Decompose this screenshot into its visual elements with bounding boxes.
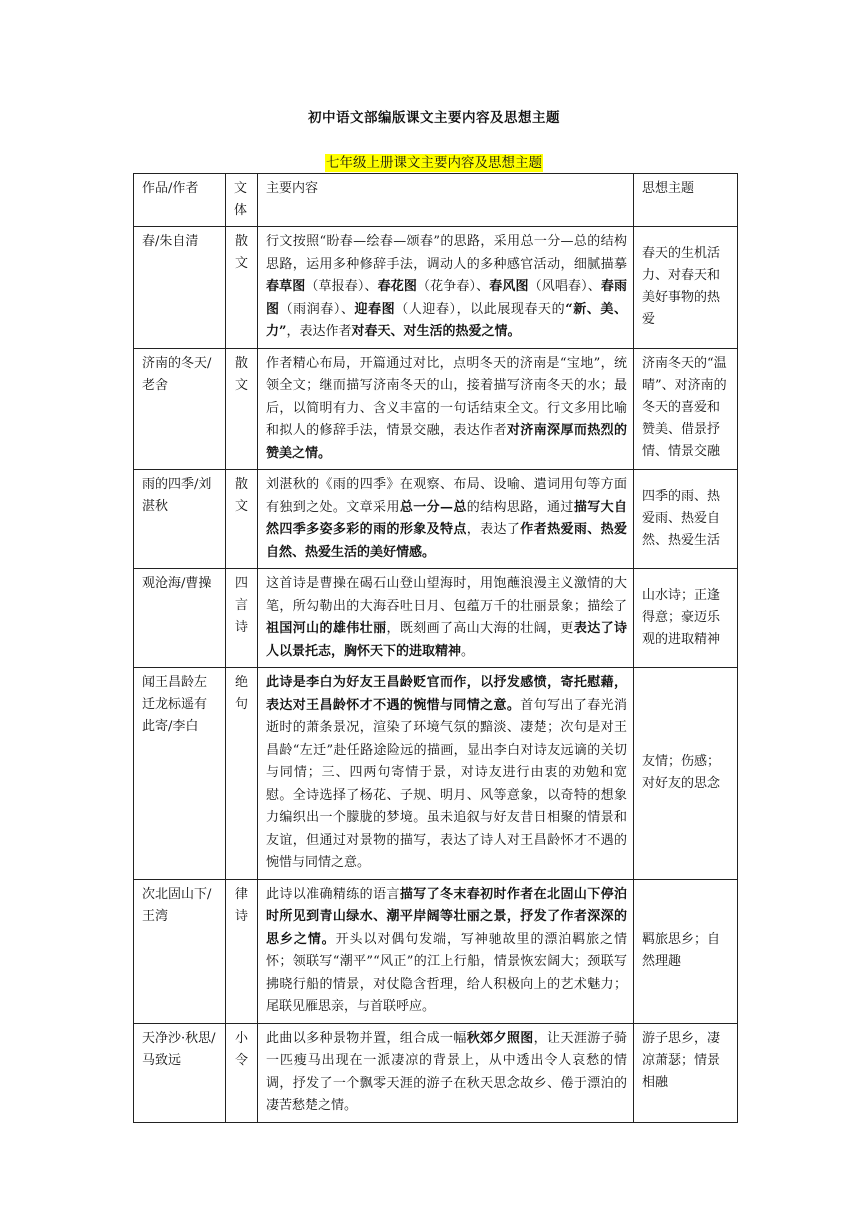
genre-cell: 散文 xyxy=(226,227,258,349)
emphasis-text: 总一分—总 xyxy=(399,499,467,515)
content-text: ，表达作者 xyxy=(286,324,352,339)
content-cell xyxy=(258,470,634,569)
genre-cell: 散文 xyxy=(226,348,258,470)
content-text: 的结构思路，通过 xyxy=(466,499,574,515)
emphasis-text: 表达了诗人以景托志，胸怀天下的进取精神 xyxy=(266,621,627,659)
content-text: （雨润春）、 xyxy=(279,301,355,317)
content-cell xyxy=(258,348,634,470)
header-work: 作品/作者 xyxy=(134,174,226,227)
genre-cell: 散文 xyxy=(226,470,258,569)
header-content: 主要内容 xyxy=(258,174,634,227)
content-cell xyxy=(258,668,634,880)
theme-cell: 春天的生机活力、对春天和美好事物的热爱 xyxy=(634,227,738,349)
work-author-cell: 观沧海/曹操 xyxy=(134,569,226,668)
theme-cell: 羁旅思乡；自然理趣 xyxy=(634,879,738,1023)
work-author-cell: 闻王昌龄左迁龙标遥有此寄/李白 xyxy=(134,668,226,880)
content-text: 作者精心布局，开篇通过对比，点明冬天的济南是“宝地”，统领全文；继而描写济南冬天的山，接着描写济南冬天的水；最后，以简明有力、含义丰富的一句话结束全文。行文多用比喻和拟人的修辞手法，情景交融，表达作者 xyxy=(266,355,627,438)
genre-cell: 律诗 xyxy=(226,879,258,1023)
work-author-cell: 济南的冬天/老舍 xyxy=(134,348,226,470)
emphasis-text: 秋郊夕照图 xyxy=(466,1030,534,1046)
content-cell xyxy=(258,227,634,349)
work-author-cell: 天净沙·秋思/马致远 xyxy=(134,1023,226,1122)
emphasis-text: 春花图 xyxy=(377,279,417,294)
content-text: 行文按照“盼春—绘春—颂春”的思路，采用总一分—总的结构思路，运用多种修辞手法，调动人的多种感官活动，细腻描摹 xyxy=(266,234,627,272)
emphasis-text: 描写大自然四季多姿多彩的雨的形象及特点 xyxy=(266,499,627,537)
content-text: 。 xyxy=(461,643,475,659)
emphasis-text: 迎春图 xyxy=(354,301,396,317)
content-text: （草报春）、 xyxy=(305,279,378,294)
content-text: ，表达了 xyxy=(466,522,521,537)
table-row xyxy=(134,348,738,470)
section-title: 七年级上册课文主要内容及思想主题 xyxy=(326,155,542,171)
work-author-cell: 雨的四季/刘湛秋 xyxy=(134,470,226,569)
emphasis-text: 祖国河山的雄伟壮丽 xyxy=(266,621,387,636)
content-table xyxy=(133,173,738,1123)
table-row xyxy=(134,227,738,349)
emphasis-text: 春雨图 xyxy=(266,279,627,317)
genre-cell: 小令 xyxy=(226,1023,258,1122)
content-cell xyxy=(258,569,634,668)
emphasis-text: 作者热爱雨、热爱自然、热爱生活的美好情感。 xyxy=(266,522,627,560)
header-genre: 文体 xyxy=(226,174,258,227)
theme-cell: 济南冬天的“温晴”、对济南的冬天的喜爱和赞美、借景抒情、情景交融 xyxy=(634,348,738,470)
content-text: ，既刻画了高山大海的壮阔，更 xyxy=(386,621,574,636)
emphasis-text: 对春天、对生活的热爱之情。 xyxy=(351,324,521,339)
theme-cell: 友情；伤感；对好友的思念 xyxy=(634,668,738,880)
theme-cell: 山水诗；正逢得意；豪迈乐观的进取精神 xyxy=(634,569,738,668)
content-cell xyxy=(258,879,634,1023)
table-row xyxy=(134,470,738,569)
emphasis-text: 春风图 xyxy=(489,279,529,294)
content-text: 此曲以多种景物并置，组合成一幅 xyxy=(266,1030,467,1046)
content-text: 首句写出了春光消逝时的萧条景况，渲染了环境气氛的黯淡、凄楚；次句是对王昌龄“左迁”赴任路途险远的描画，显出李白对诗友远谪的关切与同情；三、四两句寄情于景，对诗友进行由衷的劝勉和宽慰。全诗选择了杨花、子规、明月、风等意象，以奇特的想象力编织出一个朦胧的梦境。虽未追叙与好友昔日相聚的情景和友谊，但通过对景物的描写，表达了诗人对王昌龄怀才不遇的惋惜与同情之意。 xyxy=(266,697,627,870)
content-text: （花争春）、 xyxy=(416,279,490,294)
content-text: （人迎春），以此展现春天的 xyxy=(395,301,566,317)
genre-cell: 四言诗 xyxy=(226,569,258,668)
content-text: 此诗以准确精练的语言 xyxy=(266,886,400,902)
emphasis-text: “新、美、力” xyxy=(266,301,627,339)
theme-cell: 游子思乡，凄凉萧瑟；情景相融 xyxy=(634,1023,738,1122)
emphasis-text: 描写了冬末春初时作者在北固山下停泊时所见到青山绿水、潮平岸阔等壮丽之景，抒发了作者深深的思乡之情。 xyxy=(266,886,627,947)
work-author-cell: 次北固山下/王湾 xyxy=(134,879,226,1023)
table-row xyxy=(134,879,738,1023)
theme-cell: 四季的雨、热爱雨、热爱自然、热爱生活 xyxy=(634,470,738,569)
emphasis-text: 此诗是李白为好友王昌龄贬官而作，以抒发感愤，寄托慰藉，表达对王昌龄怀才不遇的惋惜与同情之意。 xyxy=(266,675,627,713)
table-row xyxy=(134,1023,738,1122)
table-header-row xyxy=(134,174,738,227)
content-text: 开头以对偶句发端，写神驰故里的漂泊羁旅之情怀；领联写“潮平”“风正”的江上行船，情景恢宏阔大；颈联写拂晓行船的情景，对仗隐含哲理，给人积极向上的艺术魅力；尾联见雁思亲，与首联呼应。 xyxy=(266,931,627,1014)
document-title: 初中语文部编版课文主要内容及思想主题 xyxy=(308,110,560,126)
content-text: （风唱春）、 xyxy=(528,279,601,294)
content-text: ，让天涯游子骑一匹瘦马出现在一派凄凉的背景上，从中透出令人哀愁的情调，抒发了一个飘零天涯的游子在秋天思念故乡、倦于漂泊的凄苦愁楚之情。 xyxy=(266,1030,627,1113)
header-theme: 思想主题 xyxy=(634,174,738,227)
emphasis-text: 春草图 xyxy=(266,279,306,294)
genre-cell: 绝句 xyxy=(226,668,258,880)
table-row xyxy=(134,569,738,668)
content-text: 这首诗是曹操在碣石山登山望海时，用饱蘸浪漫主义激情的大笔，所勾勒出的大海吞吐日月、包蕴万千的壮丽景象；描绘了 xyxy=(266,576,627,614)
work-author-cell: 春/朱自清 xyxy=(134,227,226,349)
content-cell xyxy=(258,1023,634,1122)
content-text: 刘湛秋的《雨的四季》在观察、布局、设喻、遣词用句等方面有独到之处。文章采用 xyxy=(266,477,627,515)
emphasis-text: 对济南深厚而热烈的赞美之情。 xyxy=(266,423,627,461)
table-row xyxy=(134,668,738,880)
